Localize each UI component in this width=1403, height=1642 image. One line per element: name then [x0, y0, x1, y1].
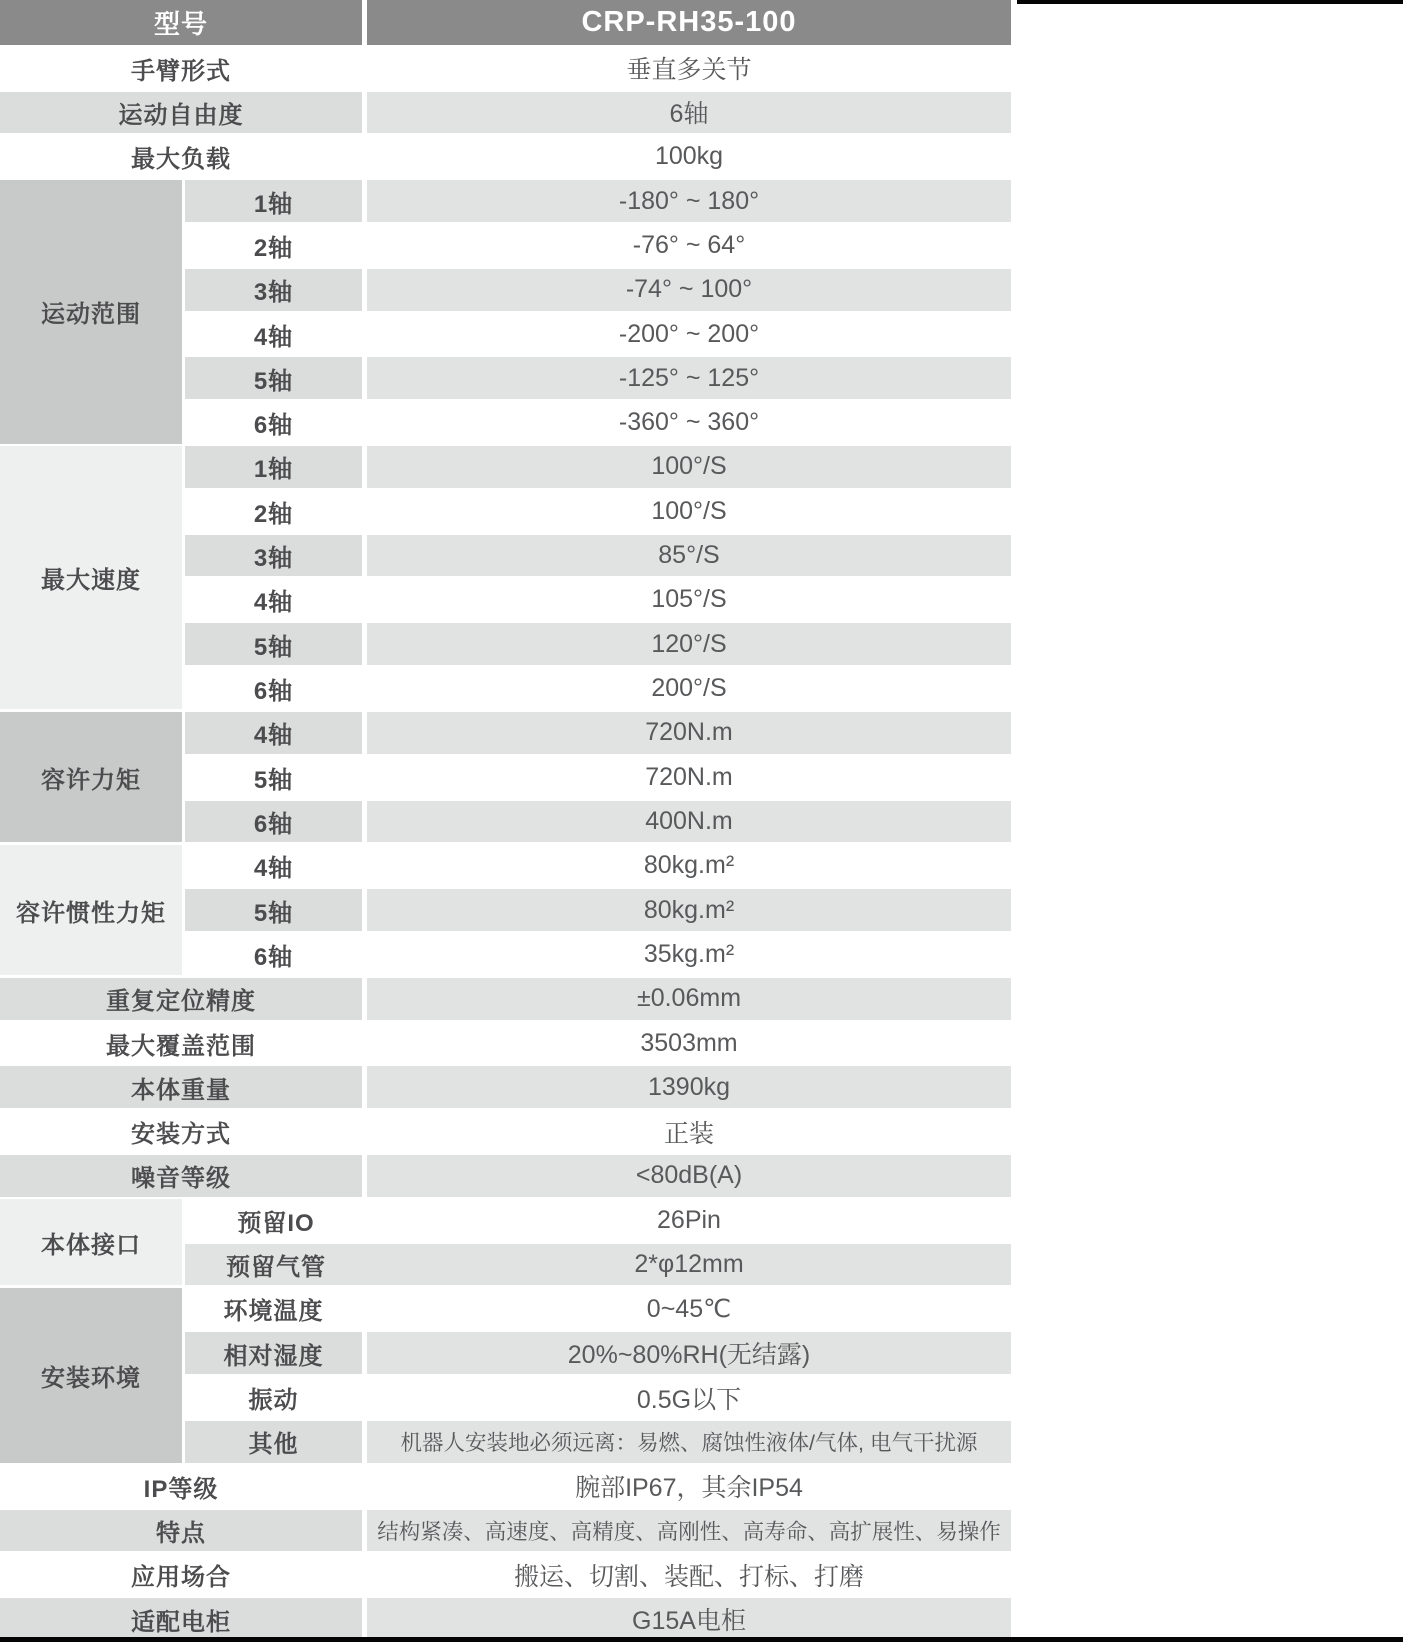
row-label: 4轴	[185, 712, 362, 754]
row-label: 其他	[185, 1421, 362, 1463]
spec-row	[185, 1199, 1011, 1243]
row-value: 100°/S	[367, 446, 1011, 488]
header-model-value: CRP-RH35-100	[367, 0, 1011, 45]
row-value: -180° ~ 180°	[367, 180, 1011, 222]
row-value: 搬运、切割、装配、打标、打磨	[367, 1554, 1011, 1596]
group-label-cell: 本体接口	[0, 1199, 182, 1285]
spec-section	[0, 1288, 1011, 1465]
spec-row	[185, 1377, 1011, 1421]
spec-row	[185, 934, 1011, 978]
row-value: 3503mm	[367, 1022, 1011, 1064]
section-rows	[185, 712, 1011, 845]
row-label: 6轴	[185, 801, 362, 843]
row-label: 2轴	[185, 225, 362, 267]
row-value: 1390kg	[367, 1066, 1011, 1108]
spec-row	[0, 1598, 1011, 1642]
row-value: 80kg.m²	[367, 889, 1011, 931]
row-label: 本体重量	[0, 1066, 362, 1108]
row-label: 5轴	[185, 756, 362, 798]
spec-row	[0, 136, 1011, 180]
row-value: 200°/S	[367, 668, 1011, 710]
row-label: 相对湿度	[185, 1332, 362, 1374]
spec-row	[185, 490, 1011, 534]
bottom-edge-strip	[0, 1637, 1403, 1642]
row-value: 结构紧凑、高速度、高精度、高刚性、高寿命、高扩展性、易操作	[367, 1510, 1011, 1552]
spec-row	[0, 47, 1011, 91]
section-rows	[185, 1199, 1011, 1288]
table-header-row	[0, 0, 1011, 47]
row-value: 100°/S	[367, 490, 1011, 532]
row-label: 3轴	[185, 535, 362, 577]
row-label: 3轴	[185, 269, 362, 311]
top-edge-strip	[1017, 0, 1403, 4]
row-value: -74° ~ 100°	[367, 269, 1011, 311]
row-value: G15A电柜	[367, 1598, 1011, 1640]
spec-row	[185, 535, 1011, 579]
row-label: 噪音等级	[0, 1155, 362, 1197]
spec-row	[0, 1465, 1011, 1509]
row-value: -200° ~ 200°	[367, 313, 1011, 355]
spec-row	[185, 579, 1011, 623]
row-value: 120°/S	[367, 623, 1011, 665]
spec-row	[0, 1155, 1011, 1199]
spec-row	[185, 1244, 1011, 1288]
merged-cell	[185, 1244, 1011, 1286]
row-label: 5轴	[185, 889, 362, 931]
row-value: 35kg.m²	[367, 934, 1011, 976]
spec-row	[185, 1332, 1011, 1376]
row-value: 400N.m	[367, 801, 1011, 843]
row-value: 2*φ12mm	[634, 1250, 744, 1279]
row-label: 手臂形式	[0, 47, 362, 89]
spec-row	[185, 1421, 1011, 1465]
spec-row	[185, 269, 1011, 313]
row-label: 6轴	[185, 402, 362, 444]
spec-row	[185, 756, 1011, 800]
spec-row	[185, 180, 1011, 224]
row-value: 正装	[367, 1111, 1011, 1153]
spec-row	[185, 225, 1011, 269]
row-label: 4轴	[185, 579, 362, 621]
row-value: 20%~80%RH(无结露)	[367, 1332, 1011, 1374]
row-label: 2轴	[185, 490, 362, 532]
row-label: 最大负载	[0, 136, 362, 178]
group-label-cell: 安装环境	[0, 1288, 182, 1463]
row-value: 0.5G以下	[367, 1377, 1011, 1419]
row-label: 预留气管	[226, 1254, 326, 1282]
spec-section	[0, 180, 1011, 446]
section-rows	[185, 446, 1011, 712]
row-value: 垂直多关节	[367, 47, 1011, 89]
row-label: 1轴	[185, 180, 362, 222]
row-value: 6轴	[367, 92, 1011, 134]
spec-section	[0, 845, 1011, 978]
row-value: 105°/S	[367, 579, 1011, 621]
row-label: 最大覆盖范围	[0, 1022, 362, 1064]
row-label: 重复定位精度	[0, 978, 362, 1020]
spec-row	[0, 978, 1011, 1022]
row-value: 100kg	[367, 136, 1011, 178]
row-value: 腕部IP67，其余IP54	[367, 1465, 1011, 1507]
row-value: 85°/S	[367, 535, 1011, 577]
spec-section	[0, 712, 1011, 845]
row-value: -360° ~ 360°	[367, 402, 1011, 444]
spec-row	[0, 1066, 1011, 1110]
row-label: 预留IO	[237, 1209, 315, 1237]
spec-row	[0, 1554, 1011, 1598]
row-value: 0~45℃	[367, 1288, 1011, 1330]
row-label: 4轴	[185, 313, 362, 355]
spec-row	[185, 845, 1011, 889]
spec-row	[185, 801, 1011, 845]
spec-row	[185, 668, 1011, 712]
row-label: 4轴	[185, 845, 362, 887]
row-value: 机器人安装地必须远离：易燃、腐蚀性液体/气体, 电气干扰源	[367, 1421, 1011, 1463]
spec-row	[0, 1111, 1011, 1155]
spec-section	[0, 446, 1011, 712]
spec-row	[185, 623, 1011, 667]
row-label: 适配电柜	[0, 1598, 362, 1640]
row-label: IP等级	[0, 1465, 362, 1507]
spec-row	[185, 446, 1011, 490]
row-value: ±0.06mm	[367, 978, 1011, 1020]
spec-row	[185, 712, 1011, 756]
table-body	[0, 47, 1011, 1642]
row-label: 5轴	[185, 623, 362, 665]
row-value: 26Pin	[657, 1205, 721, 1234]
spec-row	[185, 313, 1011, 357]
row-label: 6轴	[185, 934, 362, 976]
spec-section	[0, 1199, 1011, 1288]
row-label: 应用场合	[0, 1554, 362, 1596]
row-label: 5轴	[185, 357, 362, 399]
group-label-cell: 容许惯性力矩	[0, 845, 182, 975]
row-value: 80kg.m²	[367, 845, 1011, 887]
row-label: 振动	[185, 1377, 362, 1419]
merged-cell	[185, 1199, 1011, 1241]
row-label: 运动自由度	[0, 92, 362, 134]
group-label-cell: 最大速度	[0, 446, 182, 709]
spec-row	[185, 357, 1011, 401]
row-value: 720N.m	[367, 712, 1011, 754]
group-label-cell: 容许力矩	[0, 712, 182, 842]
section-rows	[185, 180, 1011, 446]
row-value: 720N.m	[367, 756, 1011, 798]
header-model-label: 型号	[0, 0, 362, 45]
spec-row	[185, 889, 1011, 933]
section-rows	[185, 1288, 1011, 1465]
row-value: -125° ~ 125°	[367, 357, 1011, 399]
row-value: -76° ~ 64°	[367, 225, 1011, 267]
spec-row	[0, 92, 1011, 136]
row-label: 特点	[0, 1510, 362, 1552]
row-label: 1轴	[185, 446, 362, 488]
row-label: 安装方式	[0, 1111, 362, 1153]
row-label: 6轴	[185, 668, 362, 710]
spec-row	[185, 402, 1011, 446]
row-label: 环境温度	[185, 1288, 362, 1330]
row-value: <80dB(A)	[367, 1155, 1011, 1197]
section-rows	[185, 845, 1011, 978]
spec-row	[185, 1288, 1011, 1332]
spec-row	[0, 1022, 1011, 1066]
spec-row	[0, 1510, 1011, 1554]
group-label-cell: 运动范围	[0, 180, 182, 443]
